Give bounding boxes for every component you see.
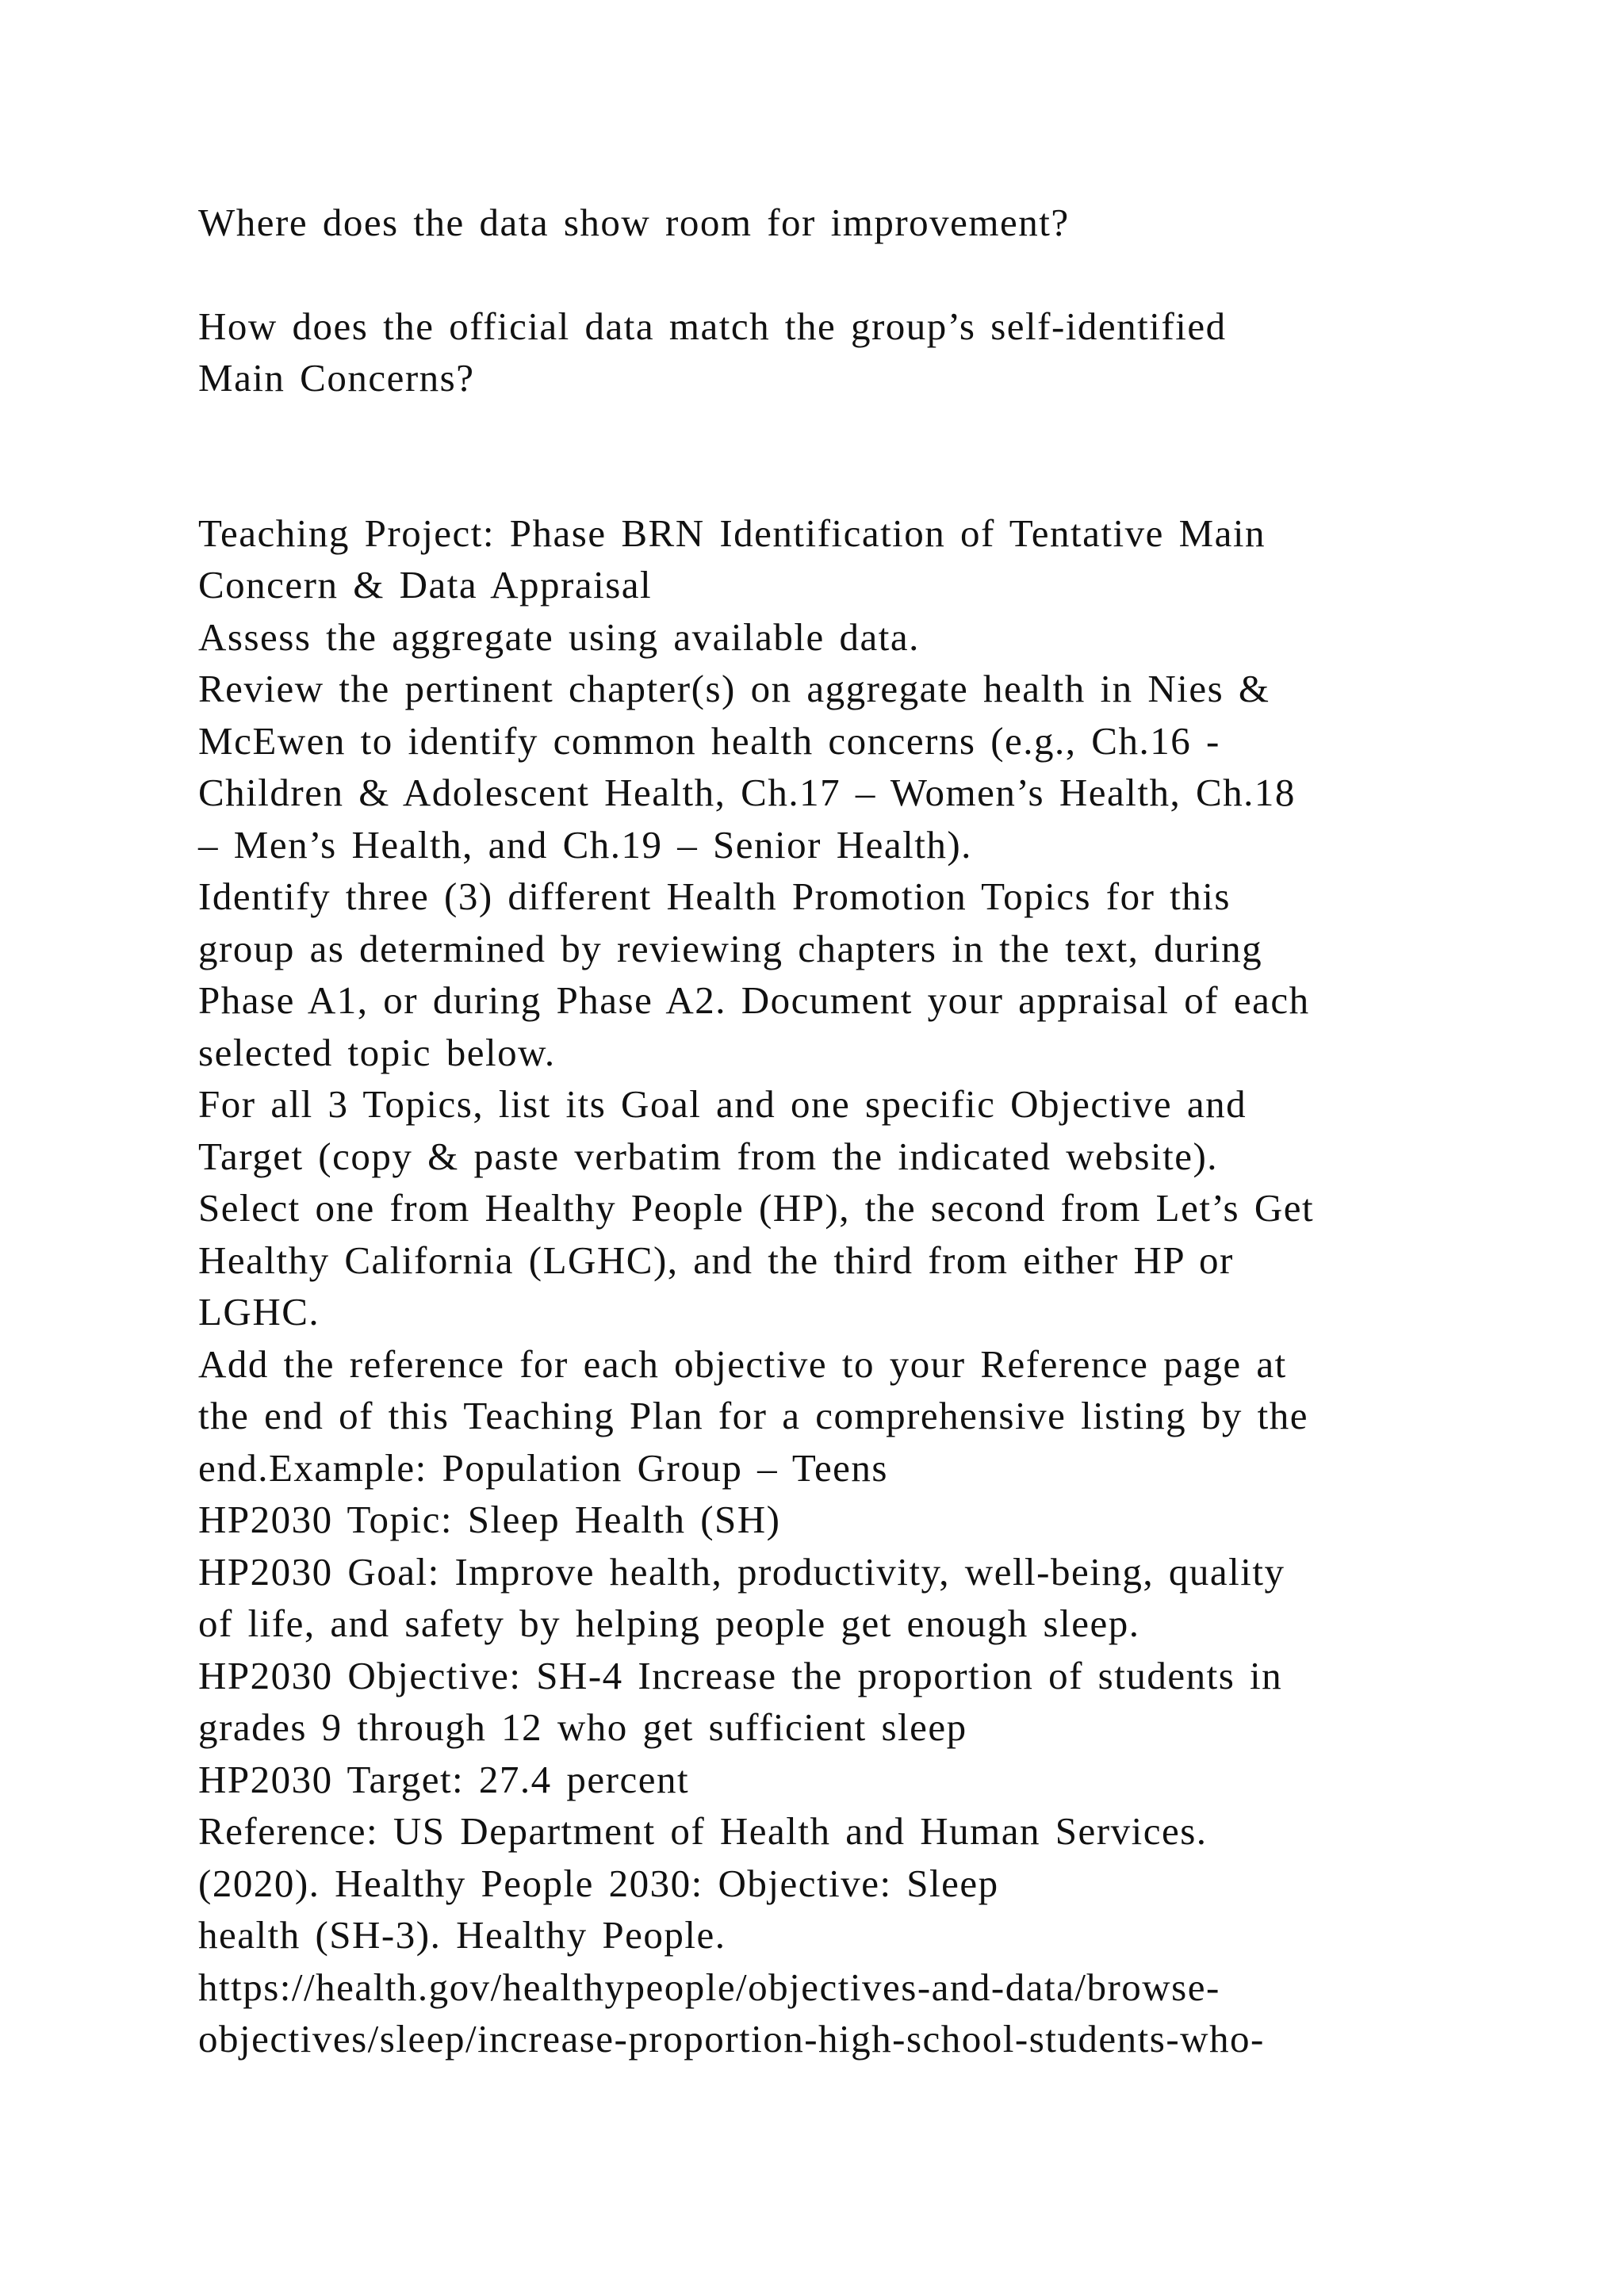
question-improvement: Where does the data show room for improvement? (198, 201, 1070, 244)
question-data-match-1: How does the official data match the group’s self-identified (198, 304, 1227, 348)
paragraph-line: the end of this Teaching Plan for a comprehensive listing by the (198, 1394, 1308, 1437)
paragraph-line: Identify three (3) different Health Promotion Topics for this (198, 874, 1231, 918)
section-heading-2: Concern & Data Appraisal (198, 563, 653, 607)
paragraph-line: For all 3 Topics, list its Goal and one specific Objective and (198, 1082, 1247, 1126)
paragraph-line: Add the reference for each objective to your Reference page at (198, 1342, 1287, 1386)
example-topic: HP2030 Topic: Sleep Health (SH) (198, 1498, 781, 1541)
paragraph-line: – Men’s Health, and Ch.19 – Senior Health). (198, 823, 972, 867)
example-goal: of life, and safety by helping people get enough sleep. (198, 1601, 1140, 1645)
paragraph-line: group as determined by reviewing chapters in the text, during (198, 927, 1263, 970)
reference-line: (2020). Healthy People 2030: Objective: Sleep (198, 1862, 999, 1905)
paragraph-line: Phase A1, or during Phase A2. Document your appraisal of each (198, 978, 1310, 1022)
reference-url: https://health.gov/healthypeople/objectives-and-data/browse- (198, 1965, 1220, 2009)
paragraph-line: Target (copy & paste verbatim from the indicated website). (198, 1135, 1219, 1178)
paragraph-line: Healthy California (LGHC), and the third from either HP or (198, 1238, 1234, 1282)
paragraph-line: McEwen to identify common health concerns (e.g., Ch.16 - (198, 719, 1220, 763)
paragraph-line: Select one from Healthy People (HP), the second from Let’s Get (198, 1186, 1315, 1230)
paragraph-line: selected topic below. (198, 1031, 556, 1074)
paragraph-line: end.Example: Population Group – Teens (198, 1446, 889, 1490)
example-objective: HP2030 Objective: SH-4 Increase the proportion of students in (198, 1654, 1283, 1697)
paragraph-line: Assess the aggregate using available data. (198, 615, 920, 659)
paragraph-line: Review the pertinent chapter(s) on aggregate health in Nies & (198, 667, 1270, 710)
paragraph-line: LGHC. (198, 1290, 320, 1334)
question-data-match-2: Main Concerns? (198, 356, 475, 400)
example-goal: HP2030 Goal: Improve health, productivity, well-being, quality (198, 1550, 1285, 1594)
section-heading-1: Teaching Project: Phase BRN Identification of Tentative Main (198, 511, 1266, 555)
reference-url: objectives/sleep/increase-proportion-high-school-students-who- (198, 2017, 1265, 2061)
paragraph-line: Children & Adolescent Health, Ch.17 – Women’s Health, Ch.18 (198, 771, 1296, 814)
example-target: HP2030 Target: 27.4 percent (198, 1758, 690, 1801)
example-objective: grades 9 through 12 who get sufficient sleep (198, 1705, 967, 1749)
reference-line: Reference: US Department of Health and Human Services. (198, 1809, 1208, 1853)
reference-line: health (SH-3). Healthy People. (198, 1913, 726, 1957)
